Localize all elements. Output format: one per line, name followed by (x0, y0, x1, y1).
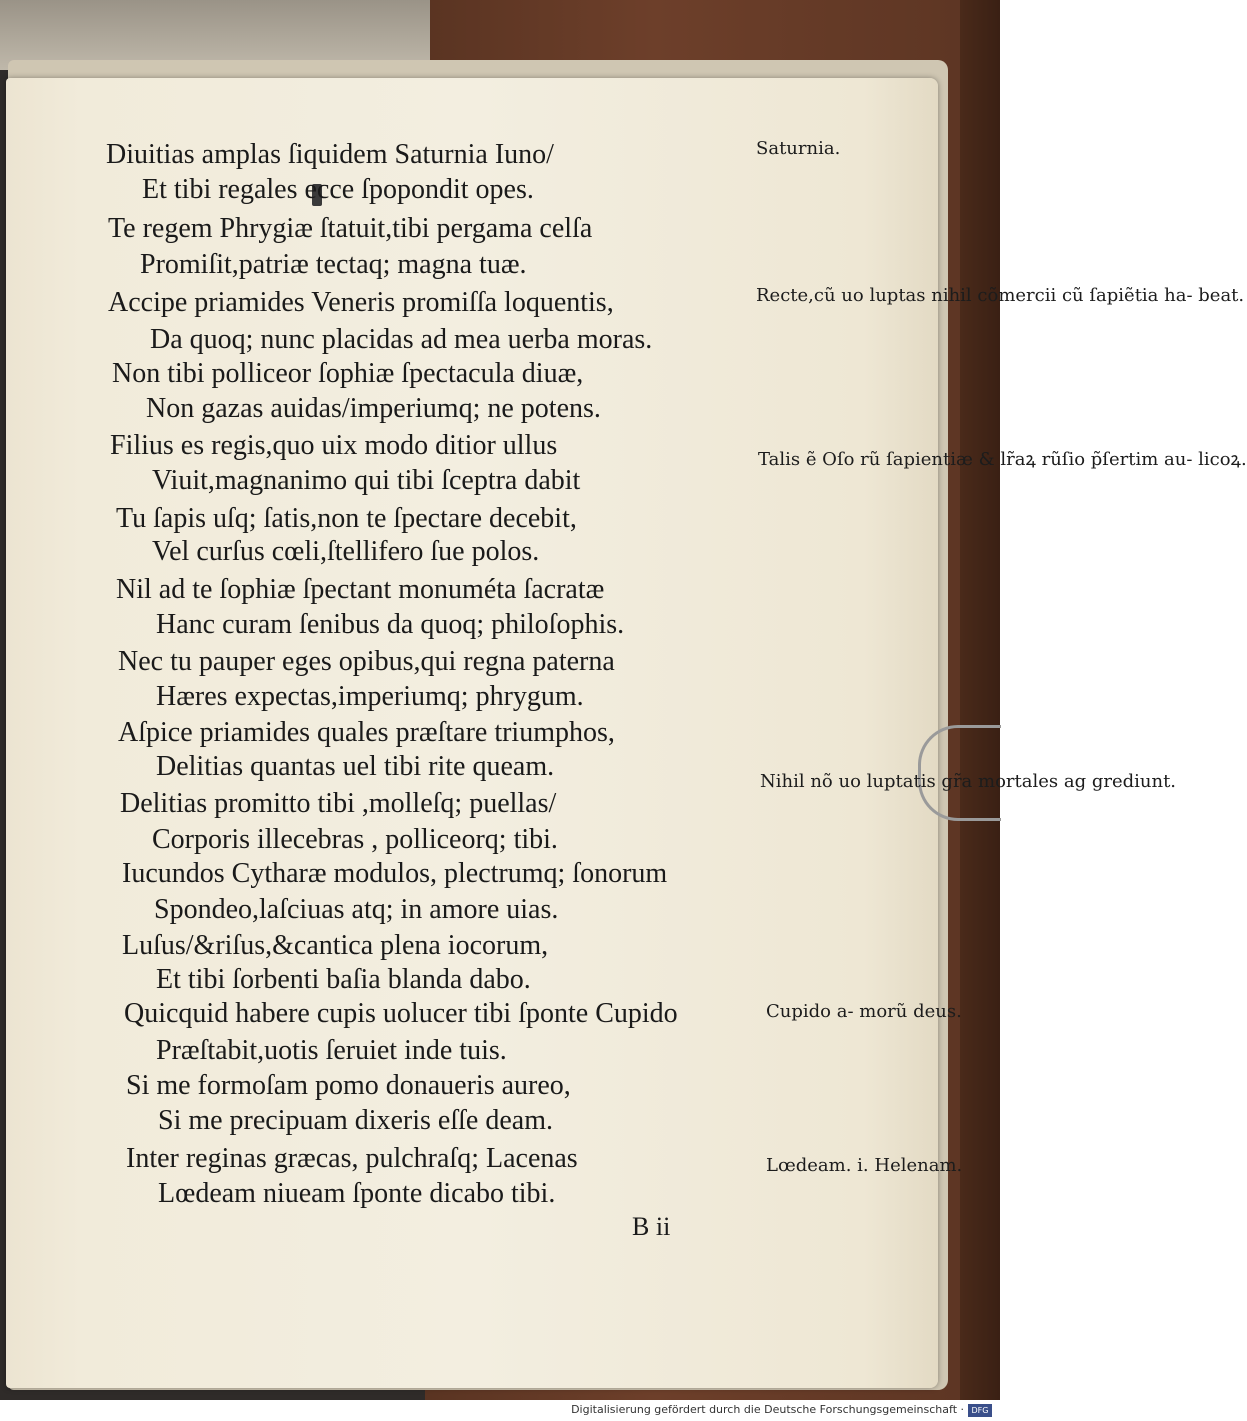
verse-line: Te regem Phrygiæ ſtatuit,tibi pergama celſa (108, 213, 593, 244)
verse-line: Iucundos Cytharæ modulos, plectrumq; ſonorum (122, 858, 668, 889)
verse-line: Lœdeam niueam ſponte dicabo tibi. (158, 1178, 556, 1209)
verse-line: Filius es regis,quo uix modo ditior ullus (110, 430, 558, 461)
verse-line: Corporis illecebras , polliceorq; tibi. (152, 824, 558, 855)
verse-line: Non tibi polliceor ſophiæ ſpectacula diuæ, (112, 358, 584, 389)
verse-line: Hæres expectas,imperiumq; phrygum. (156, 681, 584, 712)
book-cover-edge (960, 0, 1000, 1400)
verse-line: Inter reginas græcas, pulchraſq; Lacenas (126, 1143, 578, 1174)
verse-line: Nil ad te ſophiæ ſpectant monuméta ſacratæ (116, 574, 605, 605)
marginal-gloss: Nihil nõ uo luptatis gr̃a mortales ag grediunt. (760, 771, 1177, 792)
verse-line: Delitias promitto tibi ,molleſq; puellas/ (120, 788, 557, 819)
verse-line: Præſtabit,uotis ſeruiet inde tuis. (156, 1035, 507, 1066)
verse-line: Promiſit,patriæ tectaq; magna tuæ. (140, 249, 527, 280)
verse-line: Diuitias amplas ſiquidem Saturnia Iuno/ (106, 139, 554, 170)
marginal-gloss: Recte,cũ uo luptas nihil cõmercii cũ ſapiẽtia ha- beat. (756, 285, 1245, 306)
verse-line: Si me precipuam dixeris eſſe deam. (158, 1105, 553, 1136)
signature-mark: B ii (632, 1212, 671, 1241)
verse-line: Et tibi regales ecce ſpopondit opes. (142, 174, 534, 205)
dfg-logo: DFG (968, 1404, 992, 1417)
marginal-gloss: Saturnia. (756, 138, 841, 159)
verse-line: Da quoq; nunc placidas ad mea uerba moras. (150, 324, 653, 355)
verse-line: Accipe priamides Veneris promiſſa loquentis, (108, 287, 614, 318)
verse-line: Et tibi ſorbenti baſia blanda dabo. (156, 964, 531, 995)
verse-line: Non gazas auidas/imperiumq; ne potens. (146, 393, 601, 424)
verse-line: Vel curſus cœli,ſtellifero ſue polos. (152, 536, 540, 567)
verse-line: Luſus/&riſus,&cantica plena iocorum, (122, 930, 549, 961)
verse-line: Hanc curam ſenibus da quoq; philoſophis. (156, 609, 625, 640)
verse-line: Nec tu pauper eges opibus,qui regna paterna (118, 646, 615, 677)
footer-bar (0, 1400, 1000, 1421)
marginal-gloss: Lœdeam. i. Helenam. (766, 1155, 963, 1176)
verse-line: Tu ſapis uſq; ſatis,non te ſpectare decebit, (116, 503, 577, 534)
verse-line: Si me formoſam pomo donaueris aureo, (126, 1070, 571, 1101)
verse-line: Viuit,magnanimo qui tibi ſceptra dabit (152, 465, 581, 496)
marginal-gloss: Talis ẽ Oſo rũ ſapientiæ & lr̃aꝝ rũſio p̃ſertim au- licoꝝ. (758, 449, 1247, 470)
verse-line: Delitias quantas uel tibi rite queam. (156, 751, 555, 782)
verse-line: Quicquid habere cupis uolucer tibi ſponte Cupido (124, 998, 678, 1029)
funding-credit: Digitalisierung gefördert durch die Deutsche Forschungsgemeinschaft · (571, 1403, 964, 1416)
verse-line: Aſpice priamides quales præſtare triumphos, (118, 717, 615, 748)
marginal-gloss: Cupido a- morũ deus. (766, 1001, 962, 1022)
verse-line: Spondeo,laſciuas atq; in amore uias. (154, 894, 559, 925)
